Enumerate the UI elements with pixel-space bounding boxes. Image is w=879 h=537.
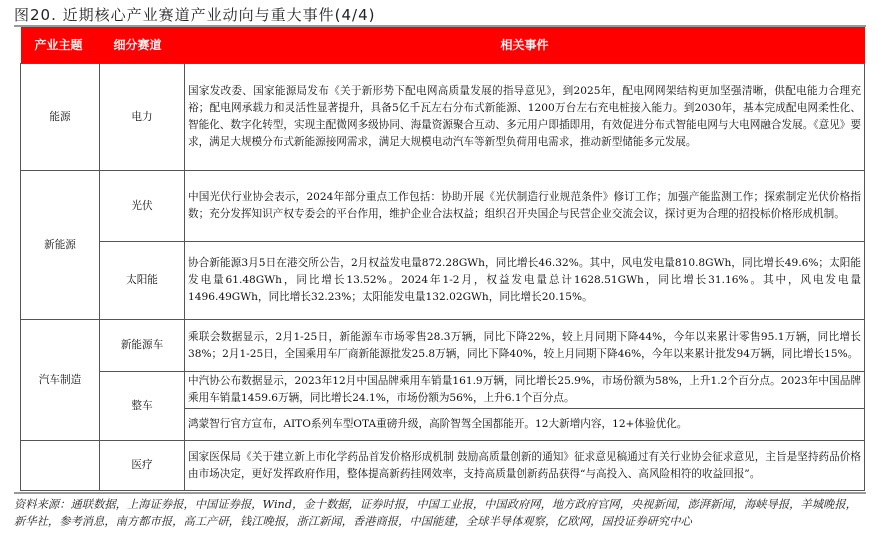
event-cell: 中汽协公布数据显示，2023年12月中国品牌乘用车销量161.9万辆，同比增长25.9%，市场份额为58%，上升1.2个百分点。2023年中国品牌乘用车销量1459.6万辆，同比增长24.1%，市场份额为56%，上升6.1个百分点。	[185, 372, 865, 409]
table-header	[21, 27, 865, 64]
table-row	[21, 64, 865, 171]
table-row	[21, 441, 865, 491]
subsector-cell: 太阳能	[100, 242, 185, 320]
table-row	[21, 372, 865, 409]
figure-title: 图20. 近期核心产业赛道产业动向与重大事件(4/4)	[14, 6, 376, 24]
table-row	[21, 171, 865, 242]
source-note: 资料来源：通联数据，上海证券报，中国证券报，Wind，金十数据，证券时报，中国工业报，中国政府网，地方政府官网，央视新闻，澎湃新闻，海峡导报，羊城晚报，新华社，参考消息，南方都市报，高工产研，钱江晚报，浙江新闻，香港商报，中国能建，全球半导体观察，亿欧网，国投证券研究中心	[14, 492, 866, 530]
event-cell: 鸿蒙智行官方宣布，AITO系列车型OTA重磅升级，高阶智驾全国都能开。12大新增内容，12+体验优化。	[185, 409, 865, 441]
theme-cell: 新能源	[21, 171, 100, 320]
table-row	[21, 320, 865, 372]
subsector-cell: 光伏	[100, 171, 185, 242]
header-subsector: 细分赛道	[100, 27, 185, 64]
header-theme: 产业主题	[21, 27, 100, 64]
subsector-cell: 电力	[100, 64, 185, 171]
event-cell: 国家医保局《关于建立新上市化学药品首发价格形成机制 鼓励高质量创新的通知》征求意见稿通过有关行业协会征求意见，主旨是坚持药品价格由市场决定，更好发挥政府作用，整体提高新药挂网效率，支持高质量创新药品获得“与高投入、高风险相符的收益回报”。	[185, 441, 865, 491]
subsector-cell: 医疗	[100, 441, 185, 491]
theme-cell	[21, 441, 100, 491]
table-row	[21, 242, 865, 320]
event-cell: 协合新能源3月5日在港交所公告，2月权益发电量872.28GWh，同比增长46.32%。其中，风电发电量810.8GWh，同比增长49.6%；太阳能发电量61.48GWh，同比增长13.52%。2024年1-2月，权益发电量总计1628.51GWh，同比增长31.16%。其中，风电发电量1496.49GWh，同比增长32.23%；太阳能发电量132.02GWh，同比增长20.15%。	[185, 242, 865, 320]
event-cell: 国家发改委、国家能源局发布《关于新形势下配电网高质量发展的指导意见》，到2025年，配电网网架结构更加坚强清晰，供配电能力合理充裕；配电网承载力和灵活性显著提升，具备5亿千瓦左右分布式新能源、1200万台左右充电桩接入能力。到2030年，基本完成配电网柔性化、智能化、数字化转型，实现主配微网多级协同、海量资源聚合互动、多元用户即插即用，有效促进分布式智能电网与大电网融合发展。《意见》要求，满足大规模分布式新能源接网需求，满足大规模电动汽车等新型负荷用电需求，推动新型储能多元发展。	[185, 64, 865, 171]
theme-cell: 能源	[21, 64, 100, 171]
event-cell: 中国光伏行业协会表示，2024年部分重点工作包括：协助开展《光伏制造行业规范条件》修订工作；加强产能监测工作；探索制定光伏价格指数；充分发挥知识产权专委会的平台作用，维护企业合法权益；组织召开央国企与民营企业交流会议，探讨更为合理的招投标价格形成机制。	[185, 171, 865, 242]
events-table	[20, 27, 865, 491]
header-events: 相关事件	[185, 27, 865, 64]
subsector-cell: 整车	[100, 372, 185, 441]
theme-cell: 汽车制造	[21, 320, 100, 441]
subsector-cell: 新能源车	[100, 320, 185, 372]
event-cell: 乘联会数据显示，2月1-25日，新能源车市场零售28.3万辆，同比下降22%，较上月同期下降44%，今年以来累计零售95.1万辆，同比增长38%；2月1-25日，全国乘用车厂商新能源批发25.8万辆，同比下降40%，较上月同期下降46%，今年以来累计批发94万辆，同比增长15%。	[185, 320, 865, 372]
